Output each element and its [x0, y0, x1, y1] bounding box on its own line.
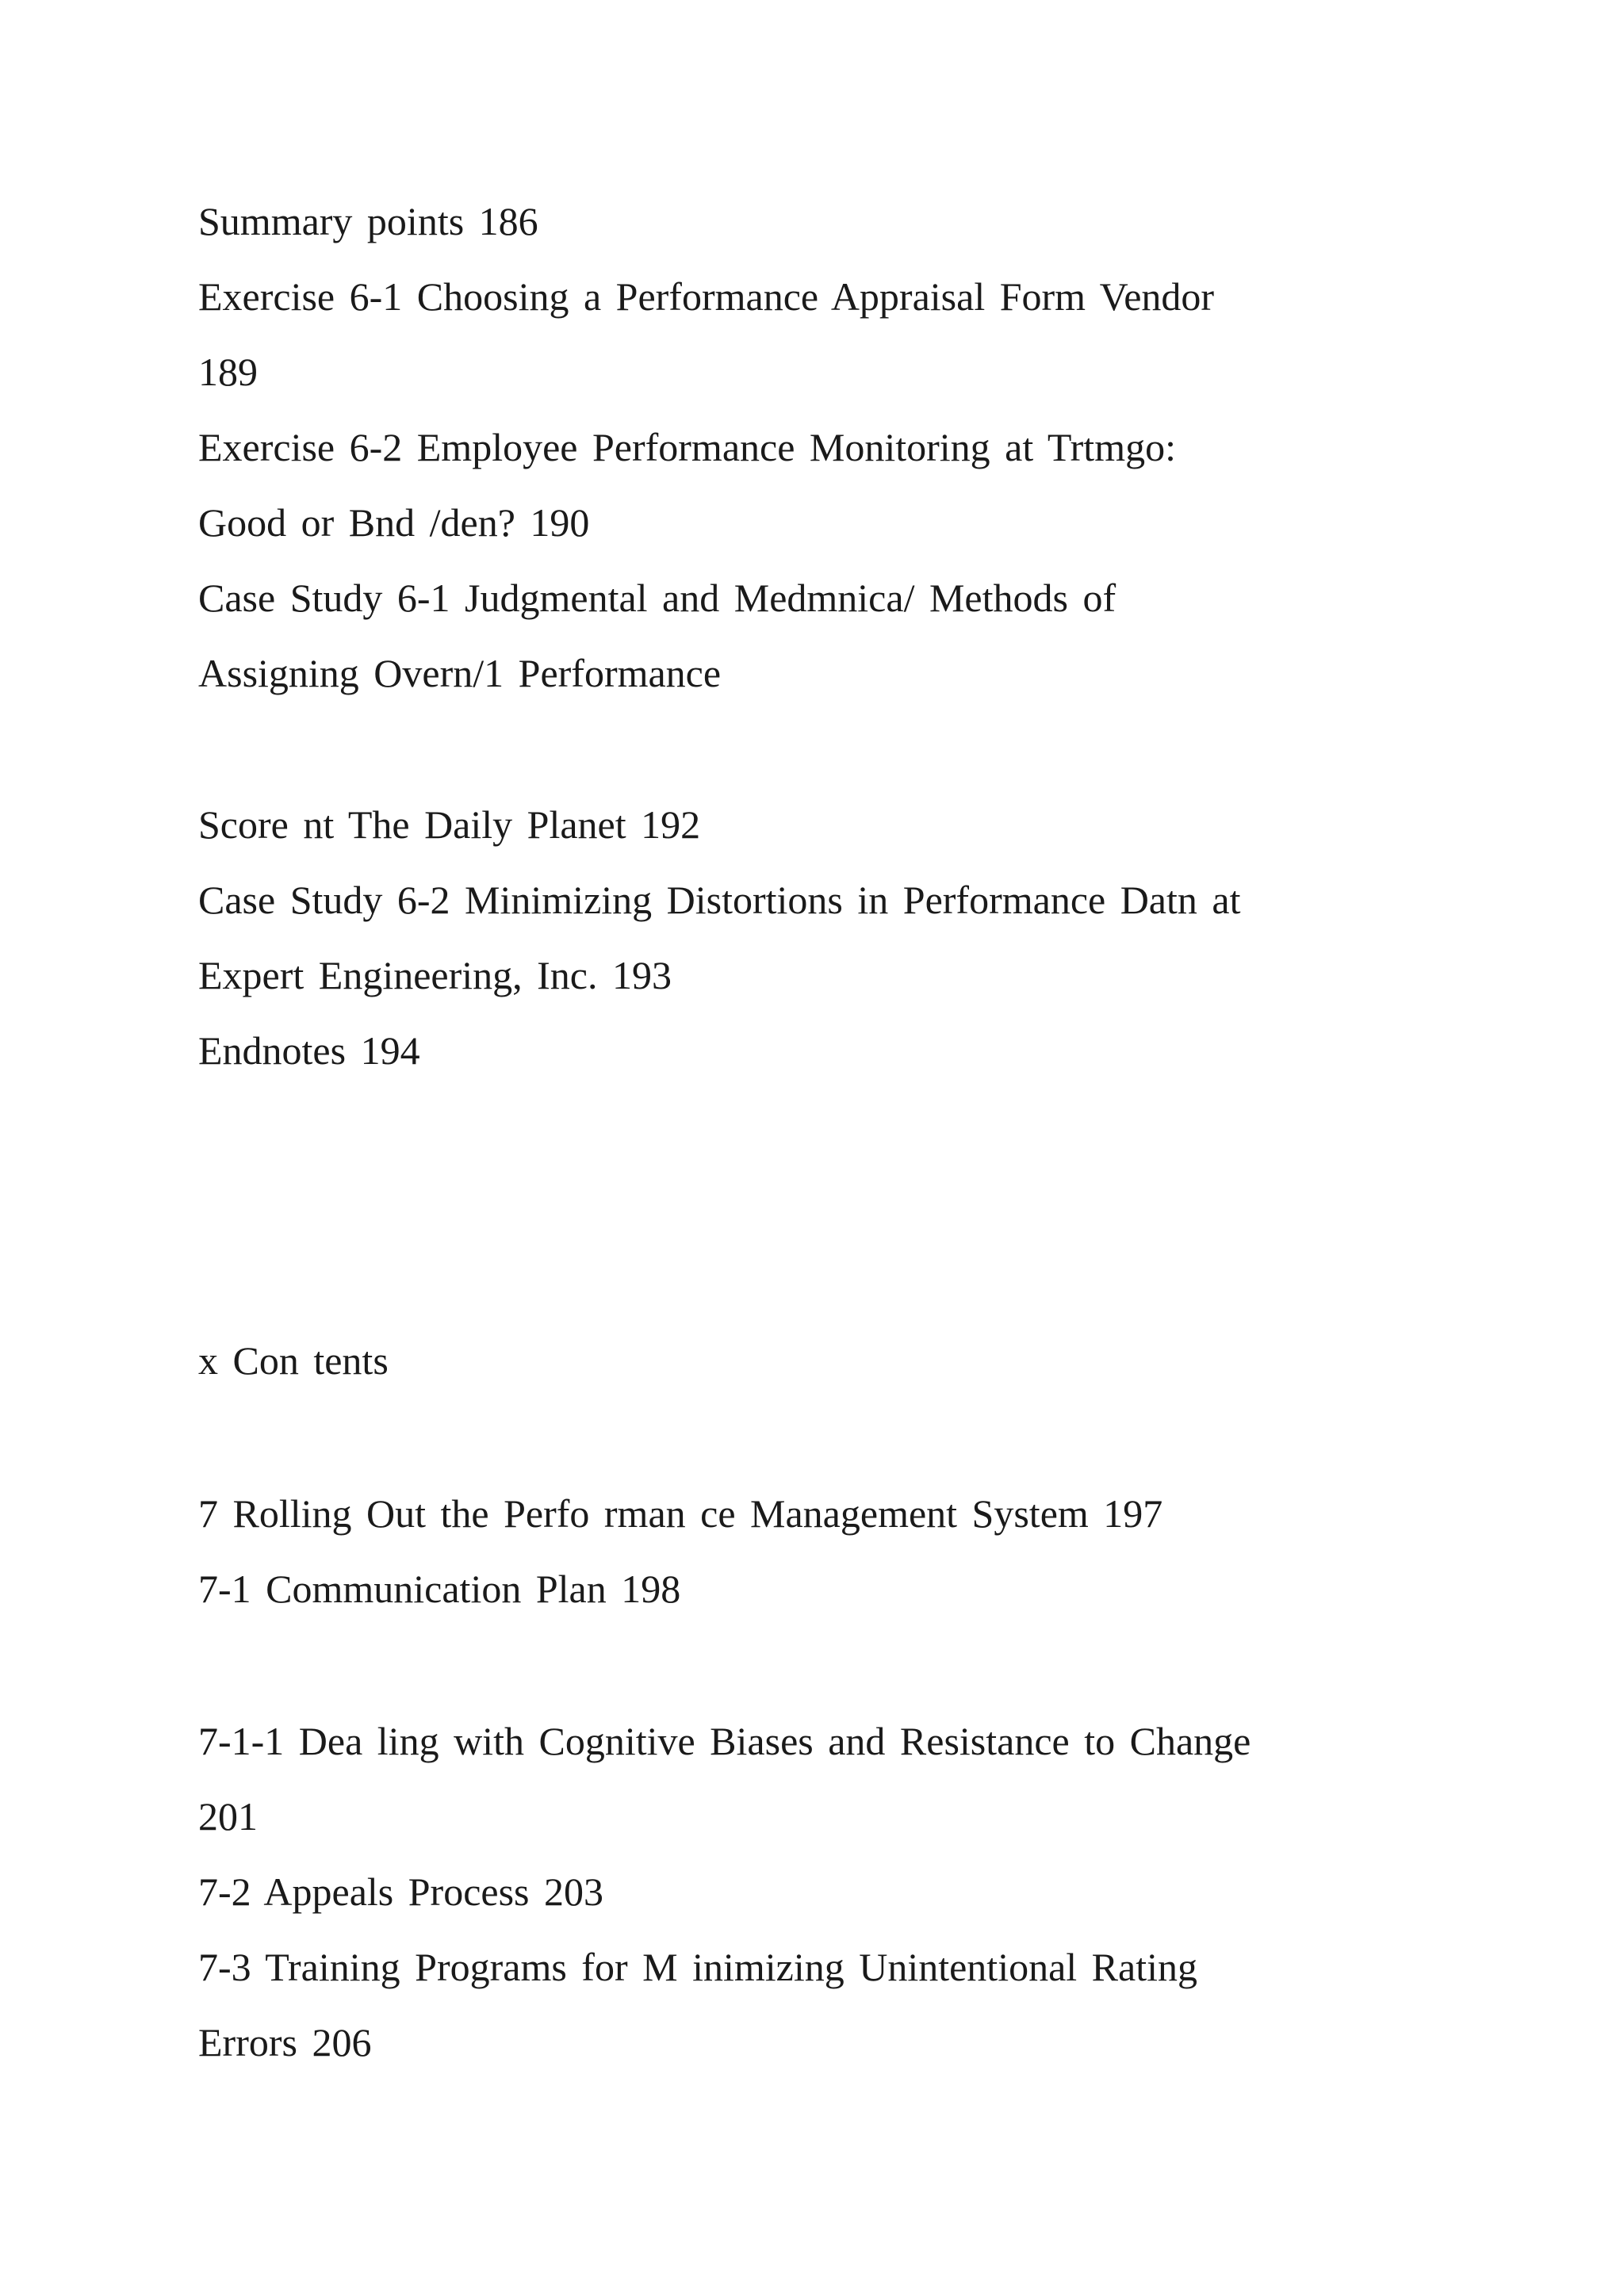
toc-entry-7-1: 7-1 Communication Plan 198: [198, 1567, 681, 1611]
toc-entry-7-3: 7-3 Training Programs for M inimizing Unintentional Rating: [198, 1945, 1197, 1989]
running-header-contents: x Con tents: [198, 1338, 389, 1383]
toc-entry-chapter-7: 7 Rolling Out the Perfo rman ce Management System 197: [198, 1491, 1163, 1536]
toc-entry-case-study-6-2: Case Study 6-2 Minimizing Distortions in Performance Datn at: [198, 878, 1241, 922]
toc-entry-endnotes: Endnotes 194: [198, 1028, 420, 1073]
toc-entry-exercise-6-1: Exercise 6-1 Choosing a Performance Appraisal Form Vendor: [198, 274, 1215, 319]
toc-entry-7-1-1: 7-1-1 Dea ling with Cognitive Biases and Resistance to Change: [198, 1719, 1251, 1763]
toc-entry-exercise-6-1-page: 189: [198, 350, 258, 394]
toc-entry-score-daily-planet: Score nt The Daily Planet 192: [198, 802, 701, 847]
toc-entry-case-study-6-1: Case Study 6-1 Judgmental and Medmnica/ Methods of: [198, 576, 1116, 620]
toc-entry-case-study-6-2-cont: Expert Engineering, Inc. 193: [198, 953, 672, 997]
toc-entry-exercise-6-2-cont: Good or Bnd /den? 190: [198, 500, 590, 545]
toc-entry-7-3-cont: Errors 206: [198, 2020, 372, 2064]
toc-entry-7-1-1-page: 201: [198, 1794, 258, 1839]
toc-entry-7-2: 7-2 Appeals Process 203: [198, 1869, 603, 1914]
toc-entry-summary-points: Summary points 186: [198, 199, 538, 243]
toc-entry-exercise-6-2: Exercise 6-2 Employee Performance Monitoring at Trtmgo:: [198, 425, 1176, 469]
toc-entry-case-study-6-1-cont: Assigning Overn/1 Performance: [198, 651, 722, 695]
